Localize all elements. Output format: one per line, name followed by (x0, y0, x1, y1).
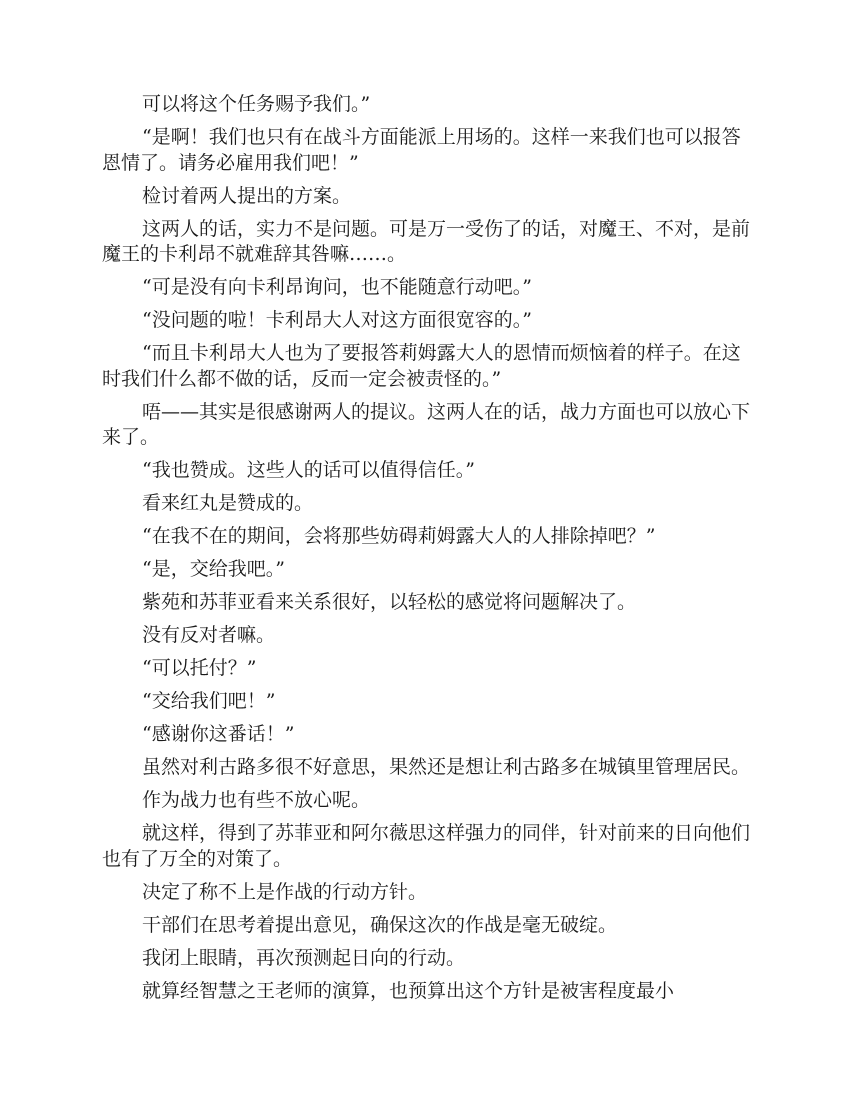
paragraph: 我闭上眼睛，再次预测起日向的行动。 (142, 946, 466, 969)
paragraph: 没有反对者嘛。 (142, 624, 276, 646)
paragraph: 看来红丸是赞成的。 (142, 492, 314, 514)
paragraph: “可以托付？” (142, 657, 257, 679)
paragraph: 虽然对利古路多很不好意思，果然还是想让利古路多在城镇里管理居民。 (142, 756, 751, 778)
paragraph: 这两人的话，实力不是问题。可是万一受伤了的话，对魔王、不对，是前魔王的卡利昂不就难辞其咎嘛……。 (102, 217, 751, 265)
paragraph: “是啊！我们也只有在战斗方面能派上用场的。这样一来我们也可以报答恩情了。请务必雇用我们吧！” (102, 126, 741, 174)
paragraph: 干部们在思考着提出意见，确保这次的作战是毫无破绽。 (142, 913, 618, 936)
paragraph: 就算经智慧之王老师的演算，也预算出这个方针是被害程度最小 (142, 979, 675, 1002)
paragraph: 检讨着两人提出的方案。 (142, 184, 352, 207)
paragraph: 作为战力也有些不放心呢。 (142, 789, 371, 811)
paragraph: “交给我们吧！” (142, 690, 276, 712)
paragraph: “是，交给我吧。” (142, 558, 285, 580)
paragraph: 唔——其实是很感谢两人的提议。这两人在的话，战力方面也可以放心下来了。 (102, 400, 751, 448)
paragraph: “没问题的啦！卡利昂大人对这方面很宽容的。” (142, 309, 532, 331)
paragraph: 就这样，得到了苏菲亚和阿尔薇思这样强力的同伴，针对前来的日向他们也有了万全的对策了。 (102, 822, 751, 870)
paragraph: 可以将这个任务赐予我们。” (142, 93, 371, 115)
paragraph: 决定了称不上是作战的行动方针。 (142, 880, 428, 903)
paragraph: “我也赞成。这些人的话可以值得信任。” (142, 459, 475, 481)
paragraph: “在我不在的期间，会将那些妨碍莉姆露大人的人排除掉吧？” (142, 525, 656, 547)
paragraph: “可是没有向卡利昂询问，也不能随意行动吧。” (142, 276, 532, 298)
paragraph: “而且卡利昂大人也为了要报答莉姆露大人的恩情而烦恼着的样子。在这时我们什么都不做的话，反而一定会被责怪的。” (102, 342, 741, 390)
paragraph: 紫苑和苏菲亚看来关系很好，以轻松的感觉将问题解决了。 (142, 591, 637, 613)
body-text (102, 92, 752, 1012)
paragraph: “感谢你这番话！” (142, 723, 295, 745)
